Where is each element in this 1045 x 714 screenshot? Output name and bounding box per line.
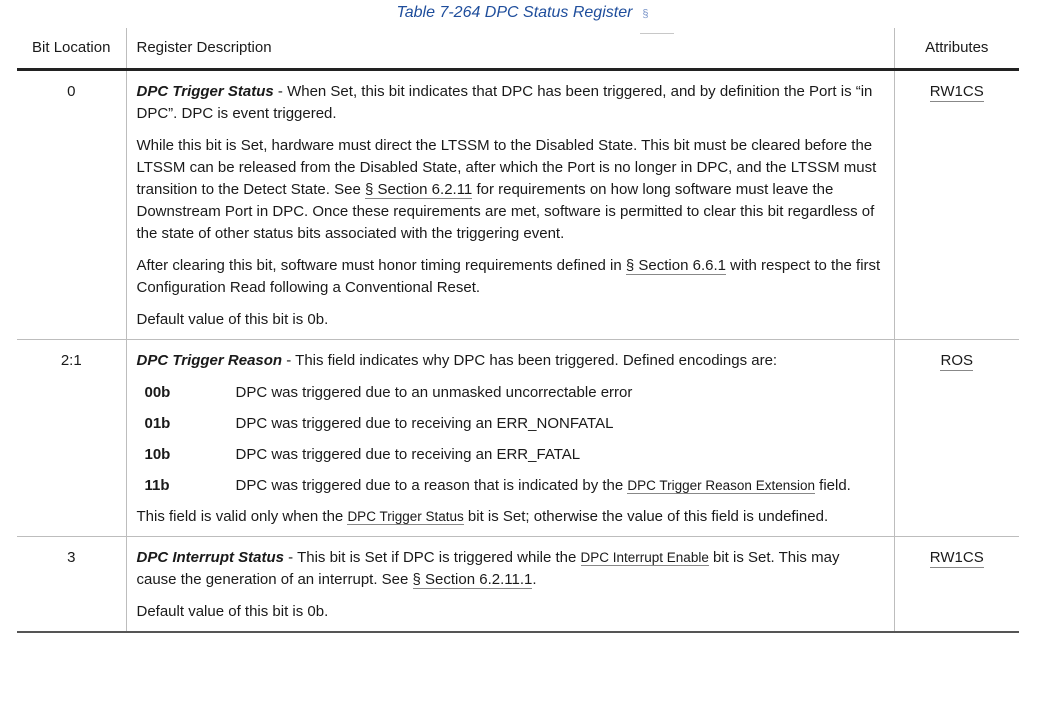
register-table <box>17 28 1019 633</box>
description-paragraph <box>137 255 884 299</box>
description-text: This field is valid only when the <box>136 508 348 525</box>
bit-location: 0 <box>17 70 126 340</box>
register-description <box>126 340 894 537</box>
description-text: bit is Set; otherwise the value of this field is undefined. <box>463 508 829 525</box>
description-paragraph <box>137 350 884 372</box>
description-text: After clearing this bit, software must honor timing requirements defined in <box>136 257 626 274</box>
attribute-link[interactable]: RW1CS <box>929 549 984 566</box>
encoding-code: 01b <box>144 415 171 432</box>
header-attributes: Attributes <box>894 28 1019 70</box>
header-register-description: Register Description <box>126 28 894 70</box>
default-value-note: Default value of this bit is 0b. <box>136 311 329 328</box>
header-row <box>17 28 1019 70</box>
field-name: DPC Trigger Reason <box>136 352 283 369</box>
table-caption <box>0 4 1045 22</box>
section-link[interactable]: § Section 6.6.1 <box>625 257 726 274</box>
attribute-link[interactable]: RW1CS <box>929 83 984 100</box>
table-row <box>17 537 1019 633</box>
attribute-cell <box>894 340 1019 537</box>
bit-location: 2:1 <box>17 340 126 537</box>
encoding-row <box>145 475 884 497</box>
section-link[interactable]: § Section 6.2.11 <box>364 181 473 198</box>
description-text: DPC was triggered due to a reason that is indicated by the <box>235 477 628 494</box>
description-paragraph <box>137 547 884 591</box>
register-description <box>126 70 894 340</box>
description-text: field. <box>814 477 851 494</box>
table-row <box>17 340 1019 537</box>
encoding-row <box>145 382 884 404</box>
description-paragraph <box>137 135 884 245</box>
table-row <box>17 70 1019 340</box>
description-text: . <box>532 571 537 588</box>
encoding-text: DPC was triggered due to an unmasked uncorrectable error <box>235 384 633 401</box>
description-text: with respect to the first Configuration Read following a Conventional Reset. <box>136 257 881 296</box>
description-text: - This field indicates why DPC has been triggered. Defined encodings are: <box>282 352 778 369</box>
description-text: for requirements on how long software must leave the Downstream Port in DPC. Once these requirements are met, software is permitted to clear this bit regardless of the state of other status bits associated with the triggering event. <box>136 181 875 242</box>
description-paragraph <box>137 506 884 528</box>
attribute-cell <box>894 70 1019 340</box>
attribute-cell <box>894 537 1019 633</box>
field-name: DPC Interrupt Status <box>136 549 285 566</box>
encoding-code: 10b <box>144 446 171 463</box>
default-value-note: Default value of this bit is 0b. <box>136 603 329 620</box>
encoding-text: DPC was triggered due to receiving an ERR_NONFATAL <box>235 415 614 432</box>
section-link[interactable]: § Section 6.2.11.1 <box>412 571 533 588</box>
description-paragraph <box>137 81 884 125</box>
description-text: bit is Set. This may cause the generation of an interrupt. See <box>136 549 840 588</box>
encoding-code: 11b <box>144 477 170 494</box>
encoding-text: DPC was triggered due to receiving an ERR_FATAL <box>235 446 581 463</box>
description-text: - When Set, this bit indicates that DPC has been triggered, and by definition the Port is “in DPC”. DPC is event triggered. <box>136 83 873 122</box>
header-bit-location: Bit Location <box>17 28 126 70</box>
section-link-icon[interactable]: § <box>642 8 649 20</box>
description-text: While this bit is Set, hardware must direct the LTSSM to the Disabled State. This bit must be cleared before the LTSSM can be released from the Disabled State, after which the Port is no longer in DPC, and the LTSSM must transition to the Detect State. See <box>136 137 877 198</box>
description-text: - This bit is Set if DPC is triggered while the <box>284 549 581 566</box>
field-link[interactable]: DPC Trigger Reason Extension <box>627 478 815 493</box>
field-link[interactable]: DPC Interrupt Enable <box>580 550 709 565</box>
encoding-text <box>236 475 884 497</box>
bit-location: 3 <box>17 537 126 633</box>
register-description <box>126 537 894 633</box>
encoding-row <box>145 444 884 466</box>
table-title: Table 7-264 DPC Status Register <box>396 4 633 21</box>
encoding-code: 00b <box>144 384 171 401</box>
encoding-row <box>145 413 884 435</box>
field-link[interactable]: DPC Trigger Status <box>347 509 464 524</box>
field-name: DPC Trigger Status <box>136 83 274 100</box>
attribute-link[interactable]: ROS <box>940 352 973 369</box>
